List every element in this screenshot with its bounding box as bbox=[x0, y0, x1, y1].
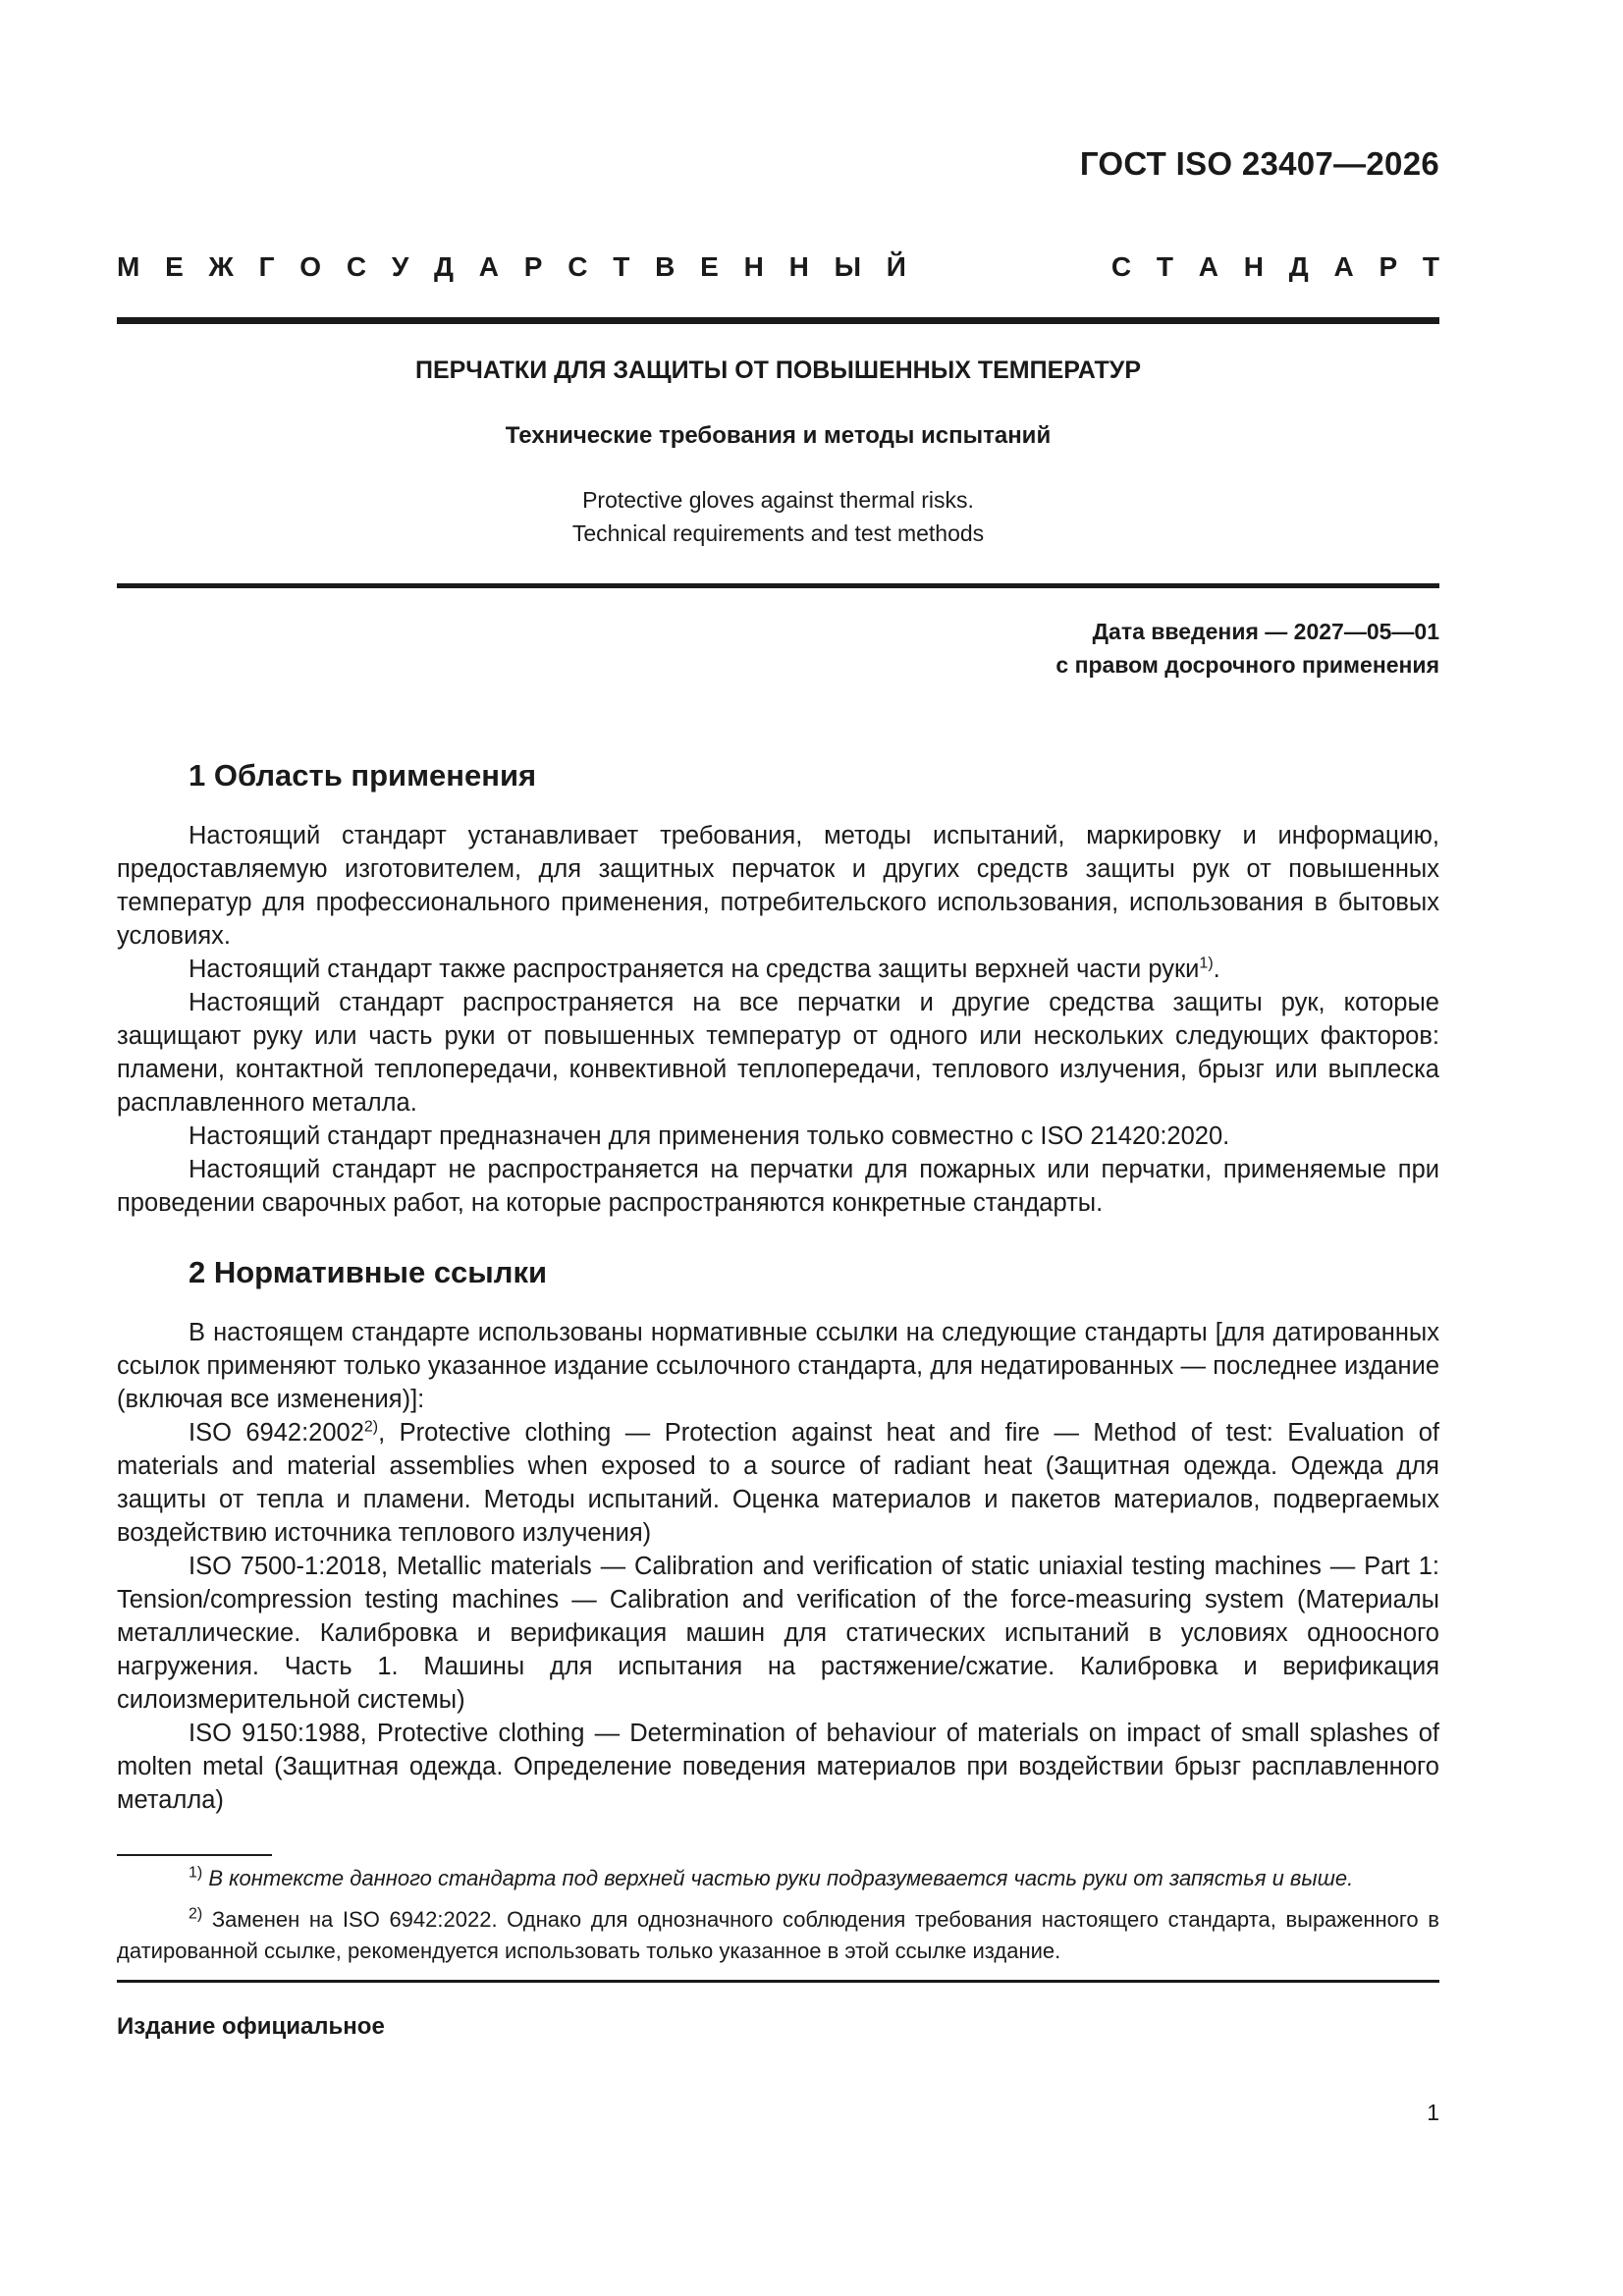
footnote-1: $^{1)}$ В контексте данного стандарта под верхней частью руки подразумевается часть руки от запястья и выше. bbox=[189, 1864, 1354, 1890]
section-1-body bbox=[117, 819, 1439, 1220]
footer-rule bbox=[117, 1980, 1439, 1983]
introduction-date bbox=[1055, 615, 1439, 682]
paragraph: Настоящий стандарт предназначен для применения только совместно с ISO 21420:2020. bbox=[189, 1122, 1230, 1150]
reference-item: ISO 9150:1988, Protective clothing — Determination of behaviour of materials on impact of small splashes of molten metal (Защитная одежда. Определение поведения материалов при воздействии брызг расплавленного металла) bbox=[117, 1720, 1439, 1814]
gost-code: ГОСТ ISO 23407—2026 bbox=[1079, 145, 1439, 182]
english-title-line2: Technical requirements and test methods bbox=[571, 520, 985, 546]
title-rule bbox=[117, 583, 1439, 588]
interstate-standard-banner bbox=[117, 251, 1439, 283]
english-title bbox=[117, 483, 1439, 550]
section-2-body bbox=[117, 1316, 1439, 1817]
paragraph: Настоящий стандарт также распространяется на средства защиты верхней части руки$^{1)}$. bbox=[189, 955, 1220, 983]
footnotes bbox=[117, 1863, 1439, 1977]
section-2-heading: 2 Нормативные ссылки bbox=[189, 1255, 548, 1289]
intro-date-line1: Дата введения — 2027—05—01 bbox=[1092, 619, 1439, 644]
interstate-word: М Е Ж Г О С У Д А Р С Т В Е Н Н Ы Й bbox=[117, 251, 906, 282]
paragraph: Настоящий стандарт устанавливает требования, методы испытаний, маркировку и информацию, предоставляемую изготовителем, для защитных перчаток и других средств защиты рук от повышенных температур для профессионального применения, потребительского использования, использования в бытовых условиях. bbox=[117, 822, 1439, 950]
standard-word: С Т А Н Д А Р Т bbox=[1110, 251, 1439, 282]
paragraph: Настоящий стандарт не распространяется на перчатки для пожарных или перчатки, применяемые при проведении сварочных работ, на которые распространяются конкретные стандарты. bbox=[117, 1156, 1439, 1217]
reference-item: ISO 6942:2002$^{2)}$, Protective clothing — Protection against heat and fire — Method of test: Evaluation of materials and material assemblies when exposed to a source of radiant heat (Защитная одежда. Одежда для защиты от тепла и пламени. Методы испытаний. Оценка материалов и пакетов материалов, подвергаемых воздействию источника теплового излучения) bbox=[117, 1418, 1439, 1547]
footnote-separator bbox=[117, 1854, 272, 1856]
document-page bbox=[117, 0, 1439, 2296]
paragraph: Настоящий стандарт распространяется на все перчатки и другие средства защиты рук, которые защищают руку или часть руки от повышенных температур от одного или нескольких следующих факторов: пламени, контактной теплопередачи, конвективной теплопередачи, теплового излучения, брызг или выплеска расплавленного металла. bbox=[117, 989, 1439, 1117]
document-subtitle: Технические требования и методы испытаний bbox=[505, 422, 1052, 449]
footnote-2: $^{2)}$ Заменен на ISO 6942:2022. Однако для однозначного соблюдения требования настоящего стандарта, выраженного в датированной ссылке, рекомендуется использовать только указанное в этой ссылке издание. bbox=[117, 1905, 1439, 1963]
official-edition-label: Издание официальное bbox=[117, 2013, 385, 2040]
paragraph: В настоящем стандарте использованы нормативные ссылки на следующие стандарты [для датированных ссылок применяют только указанное издание ссылочного стандарта, для недатированных — последнее издание (включая все изменения)]: bbox=[117, 1319, 1439, 1413]
intro-date-line2: с правом досрочного применения bbox=[1055, 652, 1439, 678]
reference-item: ISO 7500-1:2018, Metallic materials — Calibration and verification of static uniaxial testing machines — Part 1: Tension/compression testing machines — Calibration and verification of the force-measuring system (Материалы металлические. Калибровка и верификация машин для статических испытаний в условиях одноосного нагружения. Часть 1. Машины для испытания на растяжение/сжатие. Калибровка и верификация силоизмерительной системы) bbox=[117, 1553, 1439, 1714]
footnote-ref: 2) bbox=[363, 1418, 379, 1436]
header-rule bbox=[117, 317, 1439, 324]
section-1-heading: 1 Область применения bbox=[189, 758, 537, 793]
english-title-line1: Protective gloves against thermal risks. bbox=[582, 487, 974, 513]
page-number: 1 bbox=[1427, 2100, 1439, 2125]
document-title: ПЕРЧАТКИ ДЛЯ ЗАЩИТЫ ОТ ПОВЫШЕННЫХ ТЕМПЕРАТУР bbox=[414, 356, 1142, 384]
footnote-ref: 1) bbox=[1199, 955, 1214, 972]
